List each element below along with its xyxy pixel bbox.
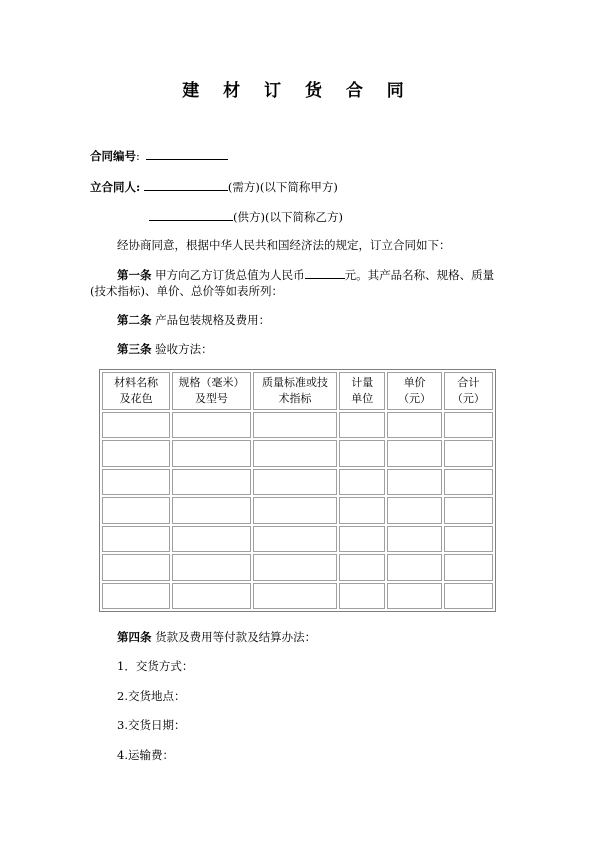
table-cell[interactable] xyxy=(102,469,170,495)
seller-blank[interactable] xyxy=(149,208,233,221)
table-cell[interactable] xyxy=(172,526,250,552)
table-cell[interactable] xyxy=(444,412,493,438)
table-cell[interactable] xyxy=(444,583,493,609)
table-cell[interactable] xyxy=(253,412,337,438)
contract-number-blank[interactable] xyxy=(146,147,228,160)
parties-line-seller xyxy=(149,208,343,225)
article-3-line xyxy=(117,341,213,357)
header-text: 质量标准或技 xyxy=(261,376,328,389)
article-1-text-b: 元。其产品名称、规格、质量 xyxy=(344,268,495,282)
table-cell[interactable] xyxy=(102,583,170,609)
table-row xyxy=(102,440,493,466)
table-cell[interactable] xyxy=(102,497,170,523)
article-2-line xyxy=(117,312,270,328)
table-cell[interactable] xyxy=(387,440,441,466)
table-cell[interactable] xyxy=(339,469,385,495)
header-text: （元） xyxy=(451,392,485,405)
table-cell[interactable] xyxy=(172,469,250,495)
table-cell[interactable] xyxy=(387,554,441,580)
header-text: 合计 xyxy=(457,376,480,389)
table-cell[interactable] xyxy=(172,412,250,438)
table-cell[interactable] xyxy=(102,554,170,580)
article-1-line-2: (技术指标)、单价、总价等如表所列： xyxy=(90,284,283,298)
table-cell[interactable] xyxy=(253,440,337,466)
table-body xyxy=(102,412,493,609)
table-cell[interactable] xyxy=(387,526,441,552)
header-text: 材料名称 xyxy=(114,376,159,389)
table-cell[interactable] xyxy=(444,526,493,552)
header-unit-price xyxy=(387,372,441,410)
table-cell[interactable] xyxy=(339,554,385,580)
table-cell[interactable] xyxy=(172,554,250,580)
header-text: 规格（毫米） xyxy=(178,376,245,389)
product-table xyxy=(99,369,496,612)
table-cell[interactable] xyxy=(387,469,441,495)
table-cell[interactable] xyxy=(172,440,250,466)
table-cell[interactable] xyxy=(253,526,337,552)
header-text: 单位 xyxy=(351,392,374,405)
table-row xyxy=(102,554,493,580)
header-specification xyxy=(172,372,250,410)
header-quality-standard xyxy=(253,372,337,410)
amount-blank[interactable] xyxy=(305,266,345,279)
contract-number-label: 合同编号 xyxy=(90,149,136,163)
table-cell[interactable] xyxy=(253,583,337,609)
table-cell[interactable] xyxy=(339,526,385,552)
table-cell[interactable] xyxy=(339,412,385,438)
table-cell[interactable] xyxy=(387,412,441,438)
buyer-suffix: (需方)(以下简称甲方) xyxy=(227,180,338,194)
table-cell[interactable] xyxy=(102,526,170,552)
table-cell[interactable] xyxy=(339,440,385,466)
table-cell[interactable] xyxy=(444,554,493,580)
delivery-method-item: 1．交货方式： xyxy=(117,659,194,673)
article-4-line xyxy=(117,629,316,645)
table-cell[interactable] xyxy=(387,583,441,609)
table-row xyxy=(102,583,493,609)
table-cell[interactable] xyxy=(172,583,250,609)
buyer-blank[interactable] xyxy=(144,178,228,191)
contract-number-line xyxy=(90,147,228,164)
table-cell[interactable] xyxy=(102,412,170,438)
table-cell[interactable] xyxy=(444,440,493,466)
document-title: 建 材 订 货 合 同 xyxy=(182,81,413,101)
transport-fee-item: 4.运输费： xyxy=(117,748,174,762)
article-1-text-a: 甲方向乙方订货总值为人民币 xyxy=(155,268,305,282)
article-4-text: 货款及费用等付款及结算办法： xyxy=(155,630,317,644)
header-text: 及型号 xyxy=(195,392,229,405)
table-header-row xyxy=(102,372,493,410)
header-text: （元） xyxy=(398,392,432,405)
contract-number-colon: : xyxy=(136,149,140,163)
table-cell[interactable] xyxy=(339,583,385,609)
header-text: 计量 xyxy=(351,376,374,389)
article-4-heading: 第四条 xyxy=(117,630,152,644)
intro-paragraph: 经协商同意，根据中华人民共和国经济法的规定，订立合同如下： xyxy=(117,238,451,252)
parties-label: 立合同人: xyxy=(90,180,141,194)
article-2-heading: 第二条 xyxy=(117,313,152,327)
delivery-date-item: 3.交货日期： xyxy=(117,718,186,732)
article-1-line-1 xyxy=(117,266,494,283)
article-3-text: 验收方法： xyxy=(155,342,213,356)
table-row xyxy=(102,412,493,438)
header-text: 及花色 xyxy=(119,392,153,405)
table-cell[interactable] xyxy=(444,469,493,495)
delivery-location-item: 2.交货地点： xyxy=(117,689,186,703)
table-cell[interactable] xyxy=(102,440,170,466)
table-cell[interactable] xyxy=(339,497,385,523)
header-unit xyxy=(339,372,385,410)
table-row xyxy=(102,469,493,495)
table-row xyxy=(102,526,493,552)
table-cell[interactable] xyxy=(387,497,441,523)
table-row xyxy=(102,497,493,523)
header-text: 术指标 xyxy=(278,392,312,405)
header-total xyxy=(444,372,493,410)
parties-line-buyer xyxy=(90,178,338,195)
header-text: 单价 xyxy=(403,376,426,389)
table-cell[interactable] xyxy=(253,469,337,495)
seller-suffix: (供方)(以下简称乙方) xyxy=(233,210,343,224)
table-cell[interactable] xyxy=(253,497,337,523)
article-3-heading: 第三条 xyxy=(117,342,152,356)
table-cell[interactable] xyxy=(253,554,337,580)
table-cell[interactable] xyxy=(172,497,250,523)
article-1-heading: 第一条 xyxy=(117,268,152,282)
header-material-name xyxy=(102,372,170,410)
article-2-text: 产品包装规格及费用： xyxy=(155,313,271,327)
table-cell[interactable] xyxy=(444,497,493,523)
